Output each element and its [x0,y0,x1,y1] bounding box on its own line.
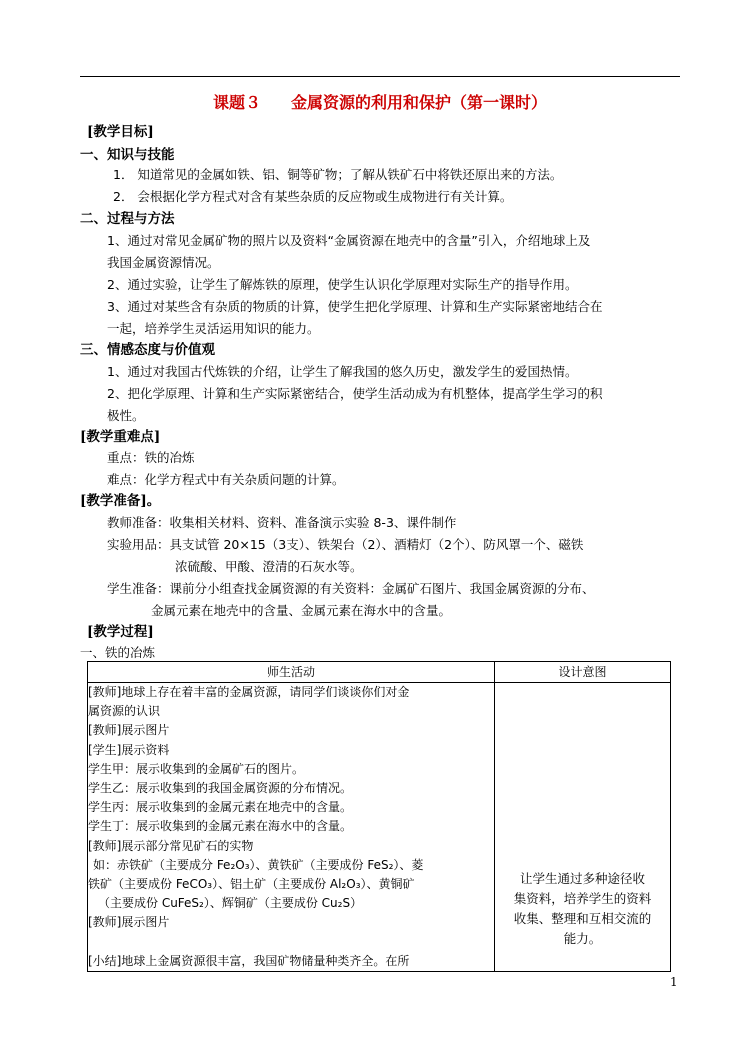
teacher-preparation: 教师准备：收集相关材料、资料、准备演示实验 8-3、课件制作 [107,515,457,530]
activity-line: [教师]地球上存在着丰富的金属资源，请同学们谈谈你们对金 [88,685,410,699]
lab-supplies-line-1: 实验用品：具支试管 20×15（3支）、铁架台（2）、酒精灯（2个）、防风罩一个、磁铁 [107,537,584,552]
keypoint-focus: 重点：铁的冶炼 [107,450,195,465]
design-intent-line: 收集、整理和互相交流的 [513,911,652,926]
attitude-heading: 三、情感态度与价值观 [80,342,215,358]
design-intent-line: 让学生通过多种途径收 [519,871,645,886]
activity-line: 学生丁：展示收集到的金属元素在海水中的含量。 [88,819,353,834]
activity-line: 学生乙：展示收集到的我国金属资源的分布情况。 [88,781,353,796]
section-iron-smelting: 一、铁的冶炼 [80,645,156,660]
activity-line: [教师]展示图片 [88,723,170,738]
process-item-3-line-1: 3、通过对某些含有杂质的物质的计算，使学生把化学原理、计算和生产实际紧密地结合在 [107,299,603,314]
attitude-item-2-line-2: 极性。 [107,408,145,423]
keypoint-difficulty: 难点：化学方程式中有关杂质问题的计算。 [107,472,345,487]
activity-blank-line [88,933,494,952]
activity-line: （主要成份 CuFeS₂）、辉铜矿（主要成份 Cu₂S） [98,896,363,911]
col-header-design-intent: 设计意图 [495,662,671,683]
design-intent-line: 集资料，培养学生的资料 [513,891,652,906]
process-item-1-line-1: 1、通过对常见金属矿物的照片以及资料“金属资源在地壳中的含量”引入，介绍地球上及 [107,233,591,248]
process-item-3-line-2: 一起，培养学生灵活运用知识的能力。 [107,321,320,336]
attitude-item-1: 1、通过对我国古代炼铁的介绍，让学生了解我国的悠久历史，激发学生的爱国热情。 [107,364,578,379]
activity-line: [学生]展示资料 [88,742,170,757]
knowledge-heading: 一、知识与技能 [80,147,175,163]
activities-cell [88,683,495,972]
activity-line: 铁矿（主要成份 FeCO₃）、铝土矿（主要成份 Al₂O₃）、黄铜矿 [88,877,415,892]
knowledge-item-2: 2． 会根据化学方程式对含有某些杂质的反应物或生成物进行有关计算。 [113,189,513,204]
objectives-heading: [教学目标] [87,124,154,140]
lesson-table [87,661,671,972]
title-lesson-name: 金属资源的利用和保护（第一课时） [291,93,548,112]
process-item-1-line-2: 我国金属资源情况。 [107,255,220,270]
page-number: 1 [670,975,678,989]
header-rule [80,76,680,77]
activity-line: 学生甲：展示收集到的金属矿石的图片。 [88,761,305,776]
knowledge-item-1: 1． 知道常见的金属如铁、铝、铜等矿物；了解从铁矿石中将铁还原出来的方法。 [113,167,563,182]
activity-line: [教师]展示图片 [88,915,170,930]
attitude-item-2-line-1: 2、把化学原理、计算和生产实际紧密结合，使学生活动成为有机整体，提高学生学习的积 [107,386,603,401]
process-method-heading: 二、过程与方法 [80,211,175,227]
table-header-row [88,662,671,683]
activity-line: 如：赤铁矿（主要成分 Fe₂O₃）、黄铁矿（主要成份 FeS₂）、菱 [93,857,424,872]
process-item-2: 2、通过实验，让学生了解炼铁的原理，使学生认识化学原理对实际生产的指导作用。 [107,277,578,292]
activity-line: 属资源的认识 [88,704,161,719]
page-title [80,90,680,113]
keypoints-heading: [教学重难点] [80,429,161,445]
student-preparation-line-1: 学生准备：课前分小组查找金属资源的有关资料：金属矿石图片、我国金属资源的分布、 [107,581,595,596]
preparation-heading: [教学准备]。 [80,493,161,509]
col-header-activities: 师生活动 [88,662,495,683]
student-preparation-line-2: 金属元素在地壳中的含量、金属元素在海水中的含量。 [151,603,452,618]
title-lesson-number: 课题３ [212,93,261,112]
activity-line: [教师]展示部分常见矿石的实物 [88,838,254,853]
design-intent-cell [495,683,671,972]
design-intent-line: 能力。 [563,931,602,946]
lab-supplies-line-2: 浓硫酸、甲酸、澄清的石灰水等。 [175,559,363,574]
activity-line: [小结]地球上金属资源很丰富，我国矿物储量种类齐全。在所 [88,953,410,968]
process-heading: [教学过程] [87,624,154,640]
activity-line: 学生丙：展示收集到的金属元素在地壳中的含量。 [88,800,353,815]
table-row [88,683,671,972]
